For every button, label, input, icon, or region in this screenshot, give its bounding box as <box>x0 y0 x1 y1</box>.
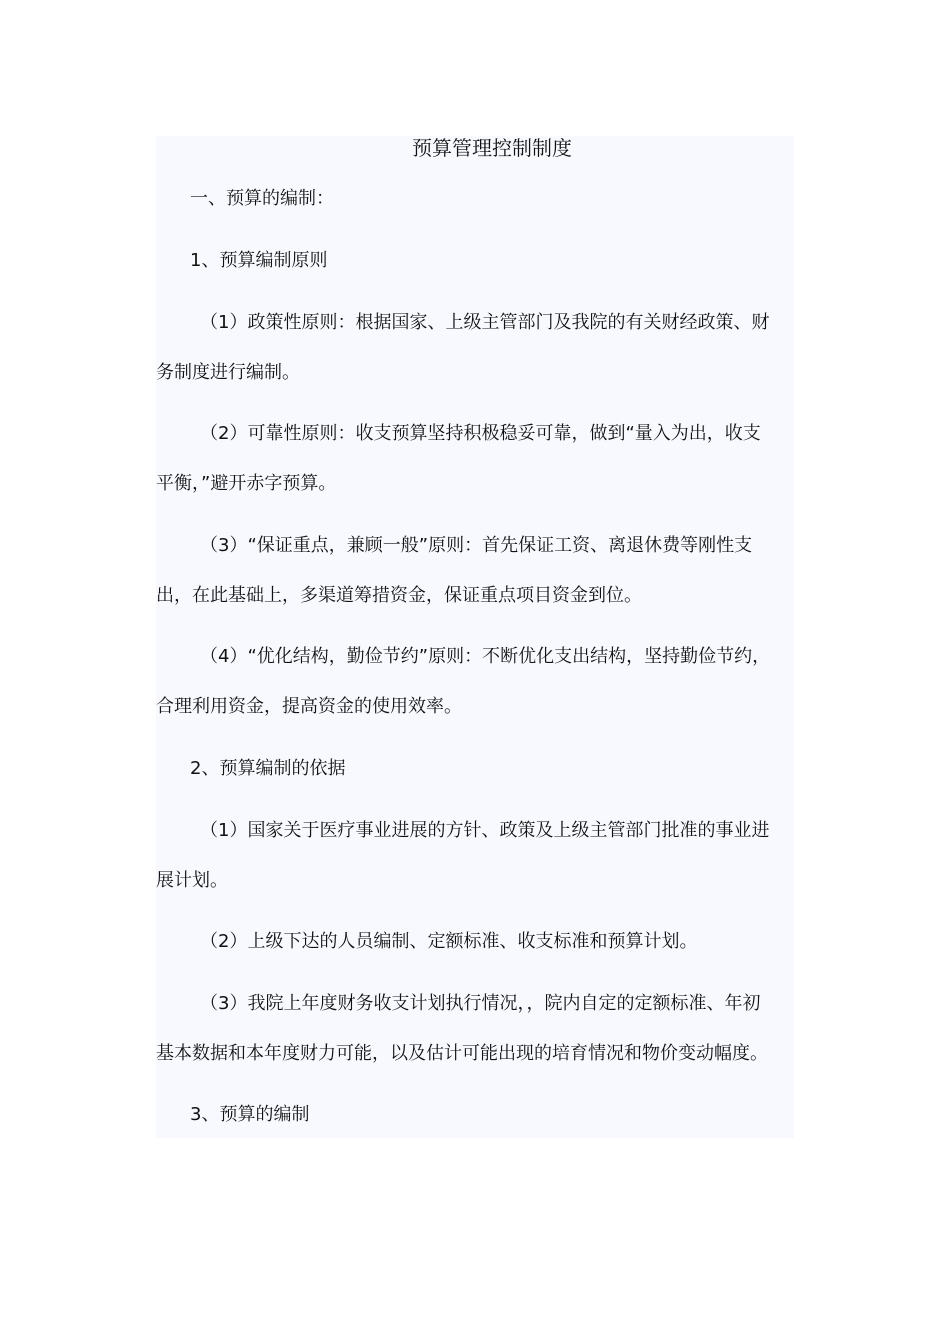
paragraph-line: 务制度进行编制。 <box>156 362 300 383</box>
paragraph-line: 基本数据和本年度财力可能，以及估计可能出现的培育情况和物价变动幅度。 <box>156 1043 768 1064</box>
subsection-heading-1-2: 2、预算编制的依据 <box>190 758 346 779</box>
subsection-heading-1-3: 3、预算的编制 <box>190 1104 310 1125</box>
paragraph-line: （4）“优化结构，勤俭节约”原则：不断优化支出结构，坚持勤俭节约， <box>200 646 771 667</box>
paragraph-line: 出，在此基础上，多渠道筹措资金，保证重点项目资金到位。 <box>156 585 642 606</box>
section-heading-1: 一、预算的编制： <box>190 188 334 209</box>
paragraph-line: （2）可靠性原则：收支预算坚持积极稳妥可靠，做到“量入为出，收支 <box>200 423 761 444</box>
subsection-heading-1-1: 1、预算编制原则 <box>190 250 328 271</box>
paragraph-line: 合理利用资金，提高资金的使用效率。 <box>156 696 462 717</box>
paragraph-line: （3）“保证重点，兼顾一般”原则：首先保证工资、离退休费等刚性支 <box>200 535 753 556</box>
paragraph-line: 平衡，”避开赤字预算。 <box>156 473 337 494</box>
paragraph-line: （1）政策性原则：根据国家、上级主管部门及我院的有关财经政策、财 <box>200 312 770 333</box>
document-title: 预算管理控制制度 <box>412 136 572 160</box>
paragraph-line: （2）上级下达的人员编制、定额标准、收支标准和预算计划。 <box>200 931 698 952</box>
paragraph-line: 展计划。 <box>156 870 228 891</box>
paragraph-line: （1）国家关于医疗事业进展的方针、政策及上级主管部门批准的事业进 <box>200 820 770 841</box>
paragraph-line: （3）我院上年度财务收支计划执行情况，，院内自定的定额标准、年初 <box>200 993 761 1014</box>
content-highlight-area <box>156 136 794 1138</box>
